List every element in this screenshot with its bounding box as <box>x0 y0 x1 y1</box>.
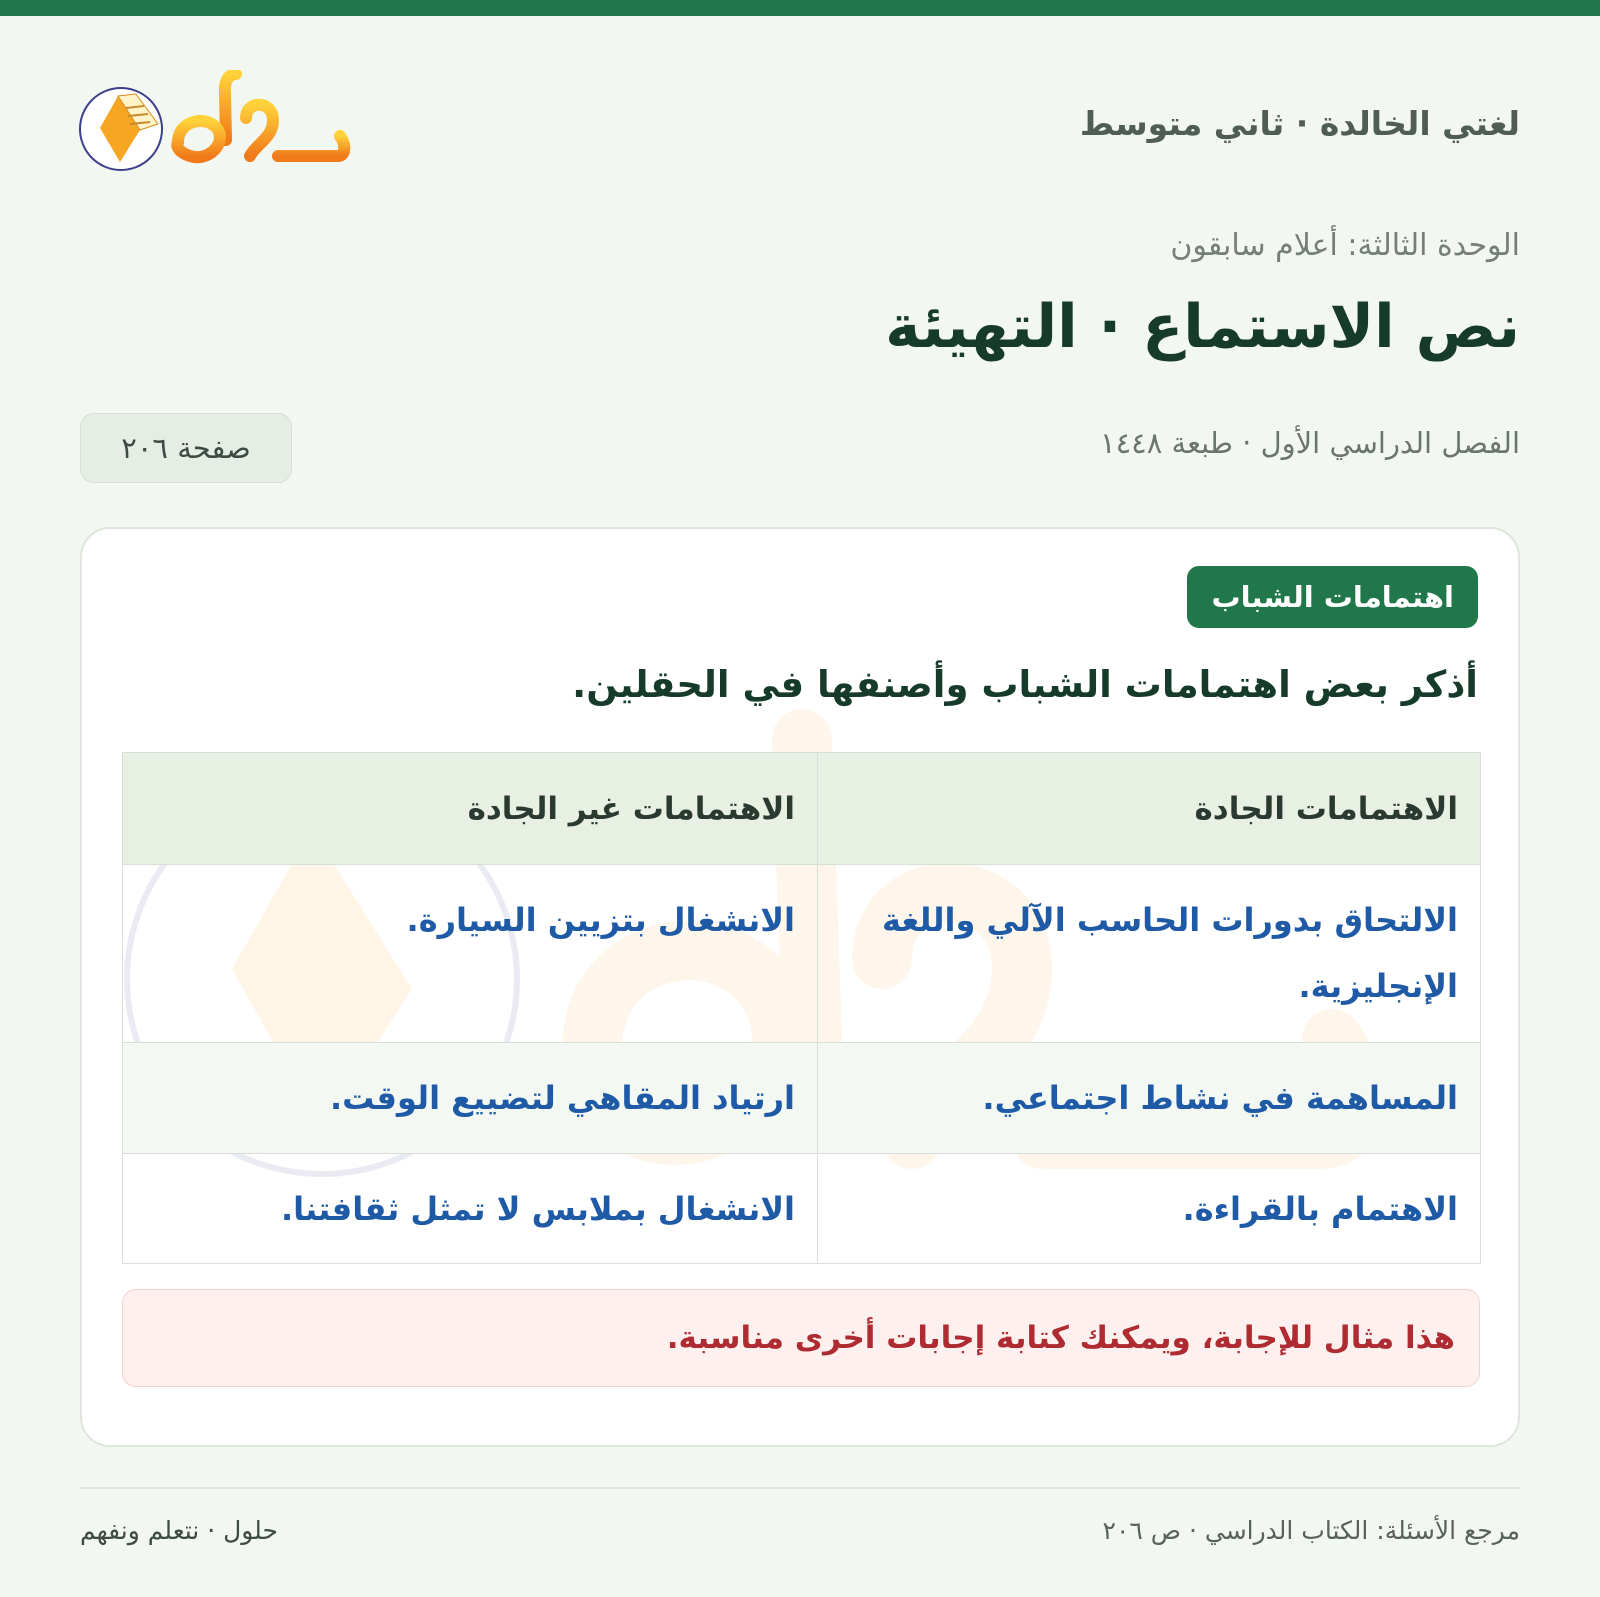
interests-table <box>122 752 1481 1264</box>
header-serious: الاهتمامات الجادة <box>818 753 1481 865</box>
topic-tag: اهتمامات الشباب <box>1187 566 1478 628</box>
answer-cell: الانشغال بتزيين السيارة. <box>123 865 818 1043</box>
question-text: أذكر بعض اهتمامات الشباب وأصنفها في الحقلين. <box>572 663 1478 706</box>
page-title: نص الاستماع · التهيئة <box>885 292 1520 362</box>
answer-note: هذا مثال للإجابة، ويمكنك كتابة إجابات أخرى مناسبة. <box>122 1289 1480 1387</box>
top-accent-bar <box>0 0 1600 16</box>
answer-cell: المساهمة في نشاط اجتماعي. <box>818 1043 1481 1154</box>
table-row <box>123 865 1481 1043</box>
answer-cell: الاهتمام بالقراءة. <box>818 1154 1481 1264</box>
subject-title: لغتي الخالدة · ثاني متوسط <box>1079 104 1520 143</box>
logo[interactable] <box>78 70 358 180</box>
table-header-row <box>123 753 1481 865</box>
footer-divider <box>80 1487 1520 1489</box>
footer-brand: حلول · نتعلم ونفهم <box>80 1516 278 1545</box>
answer-cell: الانشغال بملابس لا تمثل ثقافتنا. <box>123 1154 818 1264</box>
book-icon <box>78 70 358 180</box>
exercise-card <box>80 527 1520 1447</box>
answer-cell: الالتحاق بدورات الحاسب الآلي واللغة الإنجليزية. <box>818 865 1481 1043</box>
unit-label: الوحدة الثالثة: أعلام سابقون <box>1170 228 1520 263</box>
answer-cell: ارتياد المقاهي لتضييع الوقت. <box>123 1043 818 1154</box>
footer-reference: مرجع الأسئلة: الكتاب الدراسي · ص ٢٠٦ <box>1102 1516 1520 1545</box>
semester-label: الفصل الدراسي الأول · طبعة ١٤٤٨ <box>1100 426 1520 460</box>
table-row <box>123 1154 1481 1264</box>
page-number-badge: صفحة ٢٠٦ <box>80 413 292 483</box>
header-non-serious: الاهتمامات غير الجادة <box>123 753 818 865</box>
table-row <box>123 1043 1481 1154</box>
